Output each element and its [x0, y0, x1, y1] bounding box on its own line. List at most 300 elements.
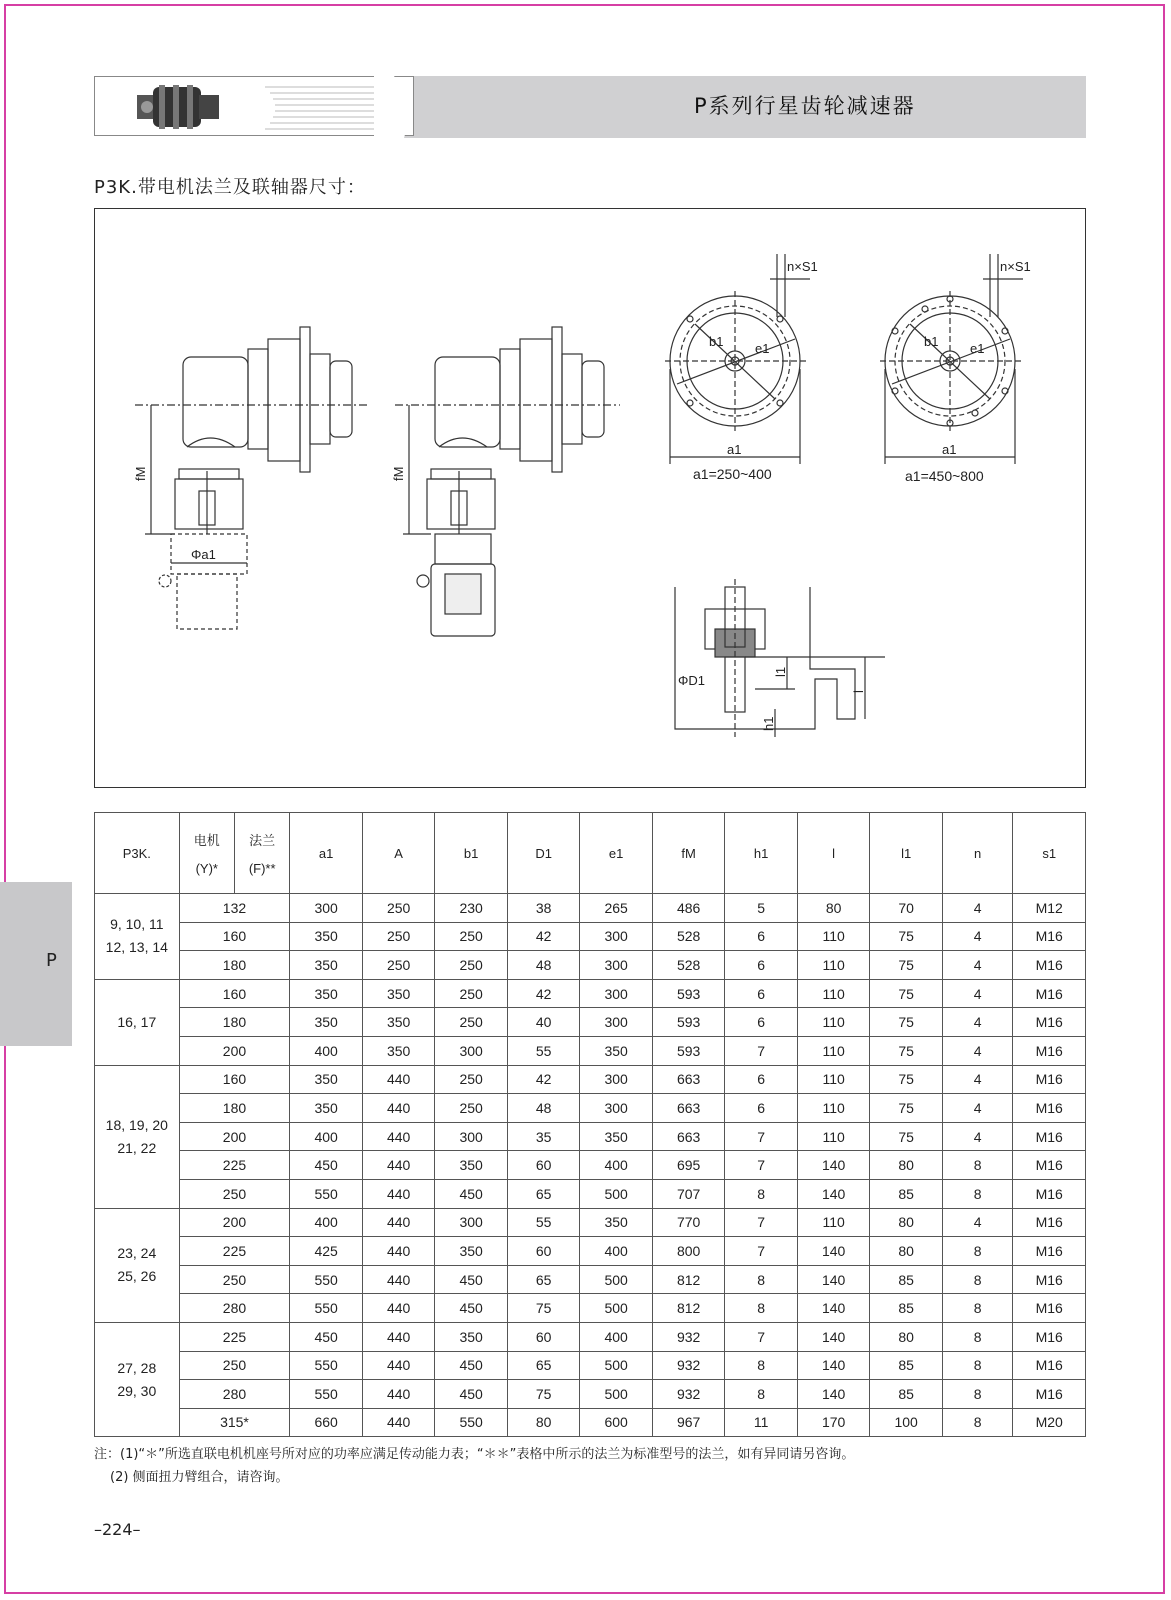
value-cell: 65 — [507, 1265, 580, 1294]
value-cell: 593 — [652, 979, 725, 1008]
value-cell: 440 — [362, 1294, 435, 1323]
value-cell: 38 — [507, 894, 580, 923]
value-cell: 110 — [797, 922, 870, 951]
value-cell: 300 — [290, 894, 363, 923]
value-cell: 932 — [652, 1380, 725, 1409]
value-cell: 7 — [725, 1322, 798, 1351]
label-a1-a: a1 — [727, 442, 742, 457]
value-cell: 55 — [507, 1036, 580, 1065]
value-cell: 350 — [580, 1208, 653, 1237]
value-cell: 110 — [797, 1008, 870, 1037]
value-cell: 140 — [797, 1380, 870, 1409]
value-cell: 440 — [362, 1237, 435, 1266]
value-cell: 400 — [290, 1122, 363, 1151]
table-row — [95, 1380, 1086, 1409]
value-cell: 400 — [580, 1237, 653, 1266]
value-cell: 8 — [942, 1408, 1012, 1437]
value-cell: 350 — [435, 1322, 508, 1351]
header-curve — [374, 76, 414, 138]
header-D1: D1 — [507, 813, 580, 894]
motor-frame-cell: 160 — [179, 1065, 290, 1094]
value-cell: 440 — [362, 1065, 435, 1094]
model-cell: 27, 28 29, 30 — [95, 1322, 180, 1436]
value-cell: 440 — [362, 1265, 435, 1294]
value-cell: 450 — [435, 1179, 508, 1208]
value-cell: 7 — [725, 1151, 798, 1180]
value-cell: 450 — [435, 1351, 508, 1380]
value-cell: 300 — [580, 979, 653, 1008]
value-cell: 350 — [290, 979, 363, 1008]
value-cell: 550 — [290, 1294, 363, 1323]
value-cell: 300 — [580, 1008, 653, 1037]
value-cell: 550 — [435, 1408, 508, 1437]
value-cell: 663 — [652, 1094, 725, 1123]
header-fM: fM — [652, 813, 725, 894]
header-l1: l1 — [870, 813, 943, 894]
table-body — [95, 894, 1086, 1437]
value-cell: 250 — [435, 1008, 508, 1037]
flange-circle-a — [665, 254, 810, 464]
table-row — [95, 1122, 1086, 1151]
value-cell: 75 — [870, 1008, 943, 1037]
value-cell: 500 — [580, 1179, 653, 1208]
label-b1-b: b1 — [924, 334, 939, 349]
value-cell: 110 — [797, 1036, 870, 1065]
table-row — [95, 979, 1086, 1008]
value-cell: 350 — [435, 1151, 508, 1180]
value-cell: 60 — [507, 1322, 580, 1351]
value-cell: 6 — [725, 922, 798, 951]
value-cell: 75 — [507, 1380, 580, 1409]
label-range-a: a1=250~400 — [693, 466, 772, 482]
header-flange: 法兰 (F)** — [234, 813, 289, 894]
motor-frame-cell: 225 — [179, 1151, 290, 1180]
motor-frame-cell: 250 — [179, 1351, 290, 1380]
value-cell: 300 — [435, 1036, 508, 1065]
spec-table — [94, 812, 1086, 1437]
header-motor: 电机 (Y)* — [179, 813, 234, 894]
value-cell: 42 — [507, 922, 580, 951]
value-cell: 250 — [435, 1094, 508, 1123]
value-cell: 440 — [362, 1351, 435, 1380]
value-cell: 300 — [580, 1094, 653, 1123]
value-cell: 8 — [942, 1294, 1012, 1323]
value-cell: 500 — [580, 1380, 653, 1409]
value-cell: 110 — [797, 951, 870, 980]
header-e1: e1 — [580, 813, 653, 894]
header-n: n — [942, 813, 1012, 894]
value-cell: 250 — [362, 894, 435, 923]
value-cell: M16 — [1013, 1065, 1086, 1094]
side-tab — [0, 882, 72, 1046]
value-cell: 8 — [725, 1351, 798, 1380]
label-l1: l1 — [773, 666, 788, 677]
value-cell: 440 — [362, 1094, 435, 1123]
value-cell: 8 — [725, 1179, 798, 1208]
header-b1: b1 — [435, 813, 508, 894]
value-cell: 450 — [290, 1322, 363, 1351]
value-cell: M16 — [1013, 1265, 1086, 1294]
note-1: 注：(1)“＊”所选直联电机机座号所对应的功率应满足传动能力表；“＊＊”表格中所示的法兰为标准型号的法兰，如有异同请另咨询。 — [94, 1447, 855, 1462]
value-cell: 55 — [507, 1208, 580, 1237]
value-cell: 6 — [725, 951, 798, 980]
header-banner — [94, 76, 1086, 138]
value-cell: 440 — [362, 1208, 435, 1237]
value-cell: 6 — [725, 1008, 798, 1037]
value-cell: 440 — [362, 1179, 435, 1208]
value-cell: M16 — [1013, 922, 1086, 951]
value-cell: 42 — [507, 1065, 580, 1094]
value-cell: 8 — [725, 1265, 798, 1294]
value-cell: 80 — [797, 894, 870, 923]
header-h1: h1 — [725, 813, 798, 894]
motor-frame-cell: 200 — [179, 1122, 290, 1151]
value-cell: 65 — [507, 1351, 580, 1380]
label-h1: h1 — [761, 716, 776, 731]
value-cell: 170 — [797, 1408, 870, 1437]
value-cell: 6 — [725, 1094, 798, 1123]
value-cell: 48 — [507, 951, 580, 980]
label-nxs1-a: n×S1 — [787, 259, 818, 274]
section-title: P3K.带电机法兰及联轴器尺寸： — [94, 177, 366, 198]
value-cell: 4 — [942, 1122, 1012, 1151]
value-cell: 140 — [797, 1351, 870, 1380]
table-row — [95, 1265, 1086, 1294]
value-cell: 550 — [290, 1351, 363, 1380]
value-cell: 140 — [797, 1322, 870, 1351]
value-cell: 450 — [290, 1151, 363, 1180]
value-cell: 932 — [652, 1322, 725, 1351]
value-cell: 7 — [725, 1208, 798, 1237]
value-cell: 400 — [290, 1036, 363, 1065]
value-cell: M16 — [1013, 1179, 1086, 1208]
value-cell: M16 — [1013, 1322, 1086, 1351]
motor-frame-cell: 200 — [179, 1208, 290, 1237]
label-nxs1-b: n×S1 — [1000, 259, 1031, 274]
value-cell: 110 — [797, 979, 870, 1008]
value-cell: 350 — [290, 1094, 363, 1123]
table-row — [95, 1351, 1086, 1380]
value-cell: 8 — [942, 1322, 1012, 1351]
value-cell: 110 — [797, 1065, 870, 1094]
header-a1: a1 — [290, 813, 363, 894]
value-cell: 400 — [580, 1151, 653, 1180]
value-cell: 528 — [652, 922, 725, 951]
table-row — [95, 1065, 1086, 1094]
motor-frame-cell: 160 — [179, 979, 290, 1008]
note-2: (2) 侧面扭力臂组合，请咨询。 — [110, 1470, 289, 1485]
value-cell: 250 — [435, 951, 508, 980]
value-cell: 593 — [652, 1008, 725, 1037]
header-logo-box — [94, 76, 414, 136]
value-cell: 110 — [797, 1208, 870, 1237]
value-cell: 85 — [870, 1294, 943, 1323]
motor-frame-cell: 132 — [179, 894, 290, 923]
value-cell: 660 — [290, 1408, 363, 1437]
label-a1-b: a1 — [942, 442, 957, 457]
value-cell: 500 — [580, 1351, 653, 1380]
label-e1-b: e1 — [970, 341, 985, 356]
value-cell: 350 — [435, 1237, 508, 1266]
motor-frame-cell: 180 — [179, 1008, 290, 1037]
value-cell: 440 — [362, 1322, 435, 1351]
value-cell: 593 — [652, 1036, 725, 1065]
table-row — [95, 1408, 1086, 1437]
label-b1-a: b1 — [709, 334, 724, 349]
value-cell: 550 — [290, 1380, 363, 1409]
notes — [94, 1443, 854, 1489]
value-cell: M16 — [1013, 1094, 1086, 1123]
table-row — [95, 1322, 1086, 1351]
value-cell: M16 — [1013, 1208, 1086, 1237]
value-cell: 600 — [580, 1408, 653, 1437]
model-cell: 18, 19, 20 21, 22 — [95, 1065, 180, 1208]
table-row — [95, 1008, 1086, 1037]
table-row — [95, 922, 1086, 951]
value-cell: 60 — [507, 1151, 580, 1180]
value-cell: 60 — [507, 1237, 580, 1266]
page-title: P系列行星齿轮减速器 — [694, 94, 916, 118]
value-cell: 65 — [507, 1179, 580, 1208]
value-cell: 967 — [652, 1408, 725, 1437]
value-cell: 250 — [435, 979, 508, 1008]
value-cell: 300 — [580, 1065, 653, 1094]
value-cell: 4 — [942, 979, 1012, 1008]
table-row — [95, 1208, 1086, 1237]
side-tab-label: P — [46, 950, 57, 971]
value-cell: 110 — [797, 1122, 870, 1151]
value-cell: 663 — [652, 1122, 725, 1151]
coupling-section-drawing — [675, 579, 885, 737]
value-cell: 440 — [362, 1380, 435, 1409]
table-row — [95, 894, 1086, 923]
motor-frame-cell: 225 — [179, 1237, 290, 1266]
value-cell: M16 — [1013, 1151, 1086, 1180]
value-cell: 550 — [290, 1179, 363, 1208]
value-cell: 230 — [435, 894, 508, 923]
value-cell: 100 — [870, 1408, 943, 1437]
value-cell: 265 — [580, 894, 653, 923]
value-cell: 35 — [507, 1122, 580, 1151]
value-cell: 70 — [870, 894, 943, 923]
value-cell: 80 — [507, 1408, 580, 1437]
label-fm-middle: fM — [391, 466, 406, 481]
value-cell: 350 — [580, 1036, 653, 1065]
value-cell: 80 — [870, 1151, 943, 1180]
reducer-thumbnail-icon — [95, 77, 415, 137]
value-cell: 4 — [942, 894, 1012, 923]
value-cell: 85 — [870, 1380, 943, 1409]
value-cell: 350 — [290, 1065, 363, 1094]
motor-frame-cell: 180 — [179, 951, 290, 980]
value-cell: 300 — [580, 951, 653, 980]
value-cell: 350 — [580, 1122, 653, 1151]
value-cell: 300 — [580, 922, 653, 951]
table-row — [95, 951, 1086, 980]
value-cell: 695 — [652, 1151, 725, 1180]
table-row — [95, 1294, 1086, 1323]
value-cell: 300 — [435, 1208, 508, 1237]
page-number: –224– — [94, 1520, 141, 1539]
value-cell: 250 — [362, 951, 435, 980]
drawing-canvas — [95, 209, 1087, 789]
header-model: P3K. — [95, 813, 180, 894]
value-cell: 7 — [725, 1036, 798, 1065]
value-cell: 75 — [870, 1094, 943, 1123]
value-cell: 8 — [942, 1179, 1012, 1208]
value-cell: 85 — [870, 1351, 943, 1380]
value-cell: 550 — [290, 1265, 363, 1294]
motor-frame-cell: 250 — [179, 1179, 290, 1208]
value-cell: 4 — [942, 1008, 1012, 1037]
value-cell: 350 — [362, 1008, 435, 1037]
motor-frame-cell: 280 — [179, 1380, 290, 1409]
value-cell: 400 — [580, 1322, 653, 1351]
header-s1: s1 — [1013, 813, 1086, 894]
label-range-b: a1=450~800 — [905, 468, 984, 484]
motor-frame-cell: 280 — [179, 1294, 290, 1323]
value-cell: 500 — [580, 1294, 653, 1323]
value-cell: 75 — [870, 1036, 943, 1065]
value-cell: 110 — [797, 1094, 870, 1123]
value-cell: 932 — [652, 1351, 725, 1380]
value-cell: M16 — [1013, 1008, 1086, 1037]
value-cell: 4 — [942, 1208, 1012, 1237]
value-cell: 8 — [942, 1351, 1012, 1380]
value-cell: 400 — [290, 1208, 363, 1237]
value-cell: M16 — [1013, 1237, 1086, 1266]
value-cell: 140 — [797, 1151, 870, 1180]
value-cell: 85 — [870, 1179, 943, 1208]
value-cell: 500 — [580, 1265, 653, 1294]
value-cell: 75 — [870, 922, 943, 951]
value-cell: 42 — [507, 979, 580, 1008]
value-cell: 450 — [435, 1380, 508, 1409]
value-cell: 770 — [652, 1208, 725, 1237]
value-cell: 6 — [725, 979, 798, 1008]
value-cell: 440 — [362, 1151, 435, 1180]
table-row — [95, 1094, 1086, 1123]
value-cell: 350 — [290, 922, 363, 951]
header-l: l — [797, 813, 870, 894]
table-header-row — [95, 813, 1086, 894]
value-cell: 440 — [362, 1122, 435, 1151]
label-phi-a1: Φa1 — [191, 547, 216, 562]
value-cell: 75 — [507, 1294, 580, 1323]
value-cell: 350 — [290, 1008, 363, 1037]
table-row — [95, 1179, 1086, 1208]
value-cell: 812 — [652, 1265, 725, 1294]
value-cell: 140 — [797, 1294, 870, 1323]
model-cell: 16, 17 — [95, 979, 180, 1065]
value-cell: 812 — [652, 1294, 725, 1323]
label-e1-a: e1 — [755, 341, 770, 356]
value-cell: 8 — [942, 1237, 1012, 1266]
value-cell: 450 — [435, 1294, 508, 1323]
value-cell: 800 — [652, 1237, 725, 1266]
value-cell: 350 — [362, 979, 435, 1008]
value-cell: 80 — [870, 1237, 943, 1266]
value-cell: 85 — [870, 1265, 943, 1294]
value-cell: 663 — [652, 1065, 725, 1094]
value-cell: 300 — [435, 1122, 508, 1151]
value-cell: 528 — [652, 951, 725, 980]
value-cell: M16 — [1013, 979, 1086, 1008]
model-cell: 23, 24 25, 26 — [95, 1208, 180, 1322]
value-cell: 75 — [870, 951, 943, 980]
value-cell: 8 — [725, 1380, 798, 1409]
value-cell: M16 — [1013, 951, 1086, 980]
motor-frame-cell: 225 — [179, 1322, 290, 1351]
value-cell: 250 — [362, 922, 435, 951]
table-row — [95, 1151, 1086, 1180]
value-cell: M12 — [1013, 894, 1086, 923]
value-cell: 8 — [942, 1151, 1012, 1180]
table-row — [95, 1036, 1086, 1065]
value-cell: 48 — [507, 1094, 580, 1123]
value-cell: 250 — [435, 1065, 508, 1094]
value-cell: 8 — [942, 1265, 1012, 1294]
gearbox-left-drawing — [135, 327, 370, 629]
value-cell: 8 — [725, 1294, 798, 1323]
model-cell: 9, 10, 11 12, 13, 14 — [95, 894, 180, 980]
table-row — [95, 1237, 1086, 1266]
value-cell: 80 — [870, 1208, 943, 1237]
flange-circle-b — [880, 254, 1023, 464]
value-cell: 80 — [870, 1322, 943, 1351]
value-cell: 4 — [942, 1065, 1012, 1094]
motor-frame-cell: 200 — [179, 1036, 290, 1065]
label-fm-left: fM — [133, 466, 148, 481]
gearbox-middle-drawing — [395, 327, 620, 636]
value-cell: 4 — [942, 922, 1012, 951]
value-cell: 486 — [652, 894, 725, 923]
value-cell: 8 — [942, 1380, 1012, 1409]
value-cell: M16 — [1013, 1294, 1086, 1323]
label-phi-d1: ΦD1 — [678, 673, 705, 688]
label-l: l — [851, 690, 866, 693]
value-cell: M16 — [1013, 1036, 1086, 1065]
header-A: A — [362, 813, 435, 894]
value-cell: 75 — [870, 1065, 943, 1094]
value-cell: 425 — [290, 1237, 363, 1266]
value-cell: 4 — [942, 1036, 1012, 1065]
technical-drawing — [94, 208, 1086, 788]
value-cell: 250 — [435, 922, 508, 951]
value-cell: M20 — [1013, 1408, 1086, 1437]
value-cell: 440 — [362, 1408, 435, 1437]
value-cell: 40 — [507, 1008, 580, 1037]
value-cell: M16 — [1013, 1351, 1086, 1380]
value-cell: 5 — [725, 894, 798, 923]
motor-frame-cell: 160 — [179, 922, 290, 951]
motor-frame-cell: 180 — [179, 1094, 290, 1123]
value-cell: 6 — [725, 1065, 798, 1094]
value-cell: 4 — [942, 951, 1012, 980]
value-cell: 140 — [797, 1179, 870, 1208]
value-cell: 75 — [870, 979, 943, 1008]
value-cell: 707 — [652, 1179, 725, 1208]
value-cell: 350 — [290, 951, 363, 980]
value-cell: M16 — [1013, 1380, 1086, 1409]
value-cell: 350 — [362, 1036, 435, 1065]
motor-frame-cell: 250 — [179, 1265, 290, 1294]
value-cell: 11 — [725, 1408, 798, 1437]
value-cell: M16 — [1013, 1122, 1086, 1151]
motor-frame-cell: 315* — [179, 1408, 290, 1437]
value-cell: 7 — [725, 1237, 798, 1266]
value-cell: 140 — [797, 1237, 870, 1266]
